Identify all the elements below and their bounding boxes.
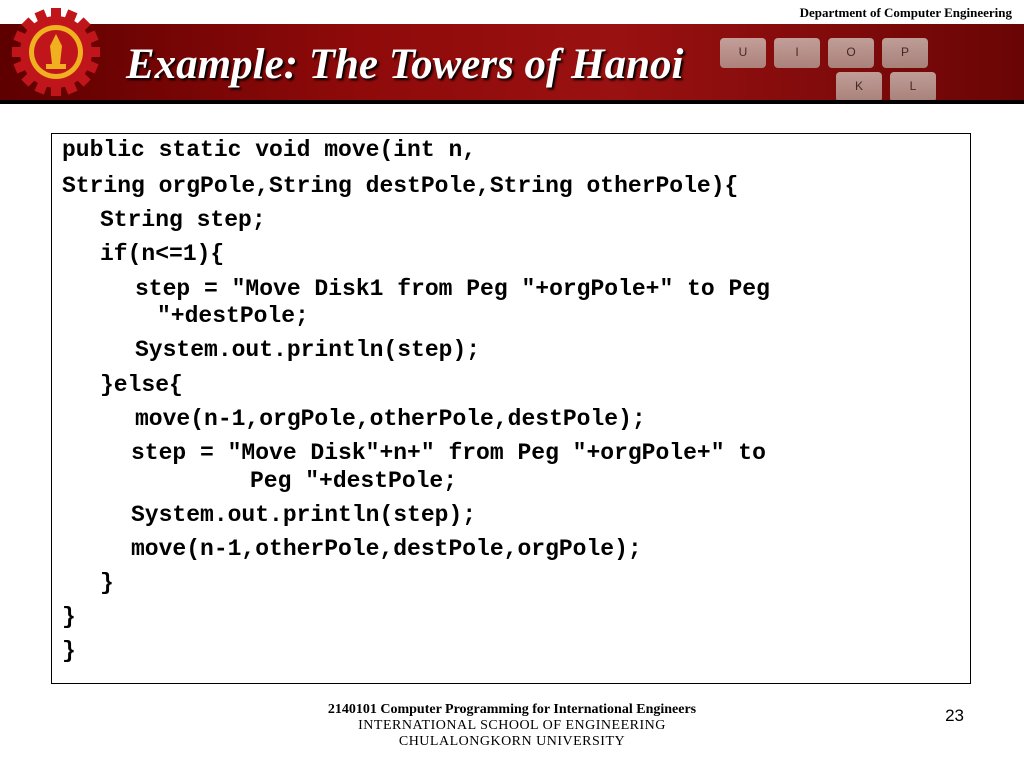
code-line: move(n-1,orgPole,otherPole,destPole); <box>135 406 646 432</box>
banner-divider <box>0 100 1024 104</box>
code-line: if(n<=1){ <box>100 241 225 267</box>
keyboard-key: P <box>882 38 928 68</box>
code-line: public static void move(int n, <box>62 137 477 163</box>
code-line: "+destPole; <box>157 303 309 329</box>
school-name: INTERNATIONAL SCHOOL OF ENGINEERING <box>358 718 666 733</box>
code-line: move(n-1,otherPole,destPole,orgPole); <box>131 536 642 562</box>
keyboard-key: O <box>828 38 874 68</box>
department-label: Department of Computer Engineering <box>799 5 1012 20</box>
code-line: step = "Move Disk"+n+" from Peg "+orgPole+" to <box>131 440 766 466</box>
keyboard-key: I <box>774 38 820 68</box>
keyboard-key: U <box>720 38 766 68</box>
code-line: } <box>62 638 76 664</box>
keyboard-key: K <box>836 72 882 100</box>
code-line: }else{ <box>100 372 183 398</box>
keyboard-decoration <box>650 24 1024 100</box>
code-line: System.out.println(step); <box>131 502 477 528</box>
university-gear-logo <box>10 6 102 98</box>
keyboard-key: L <box>890 72 936 100</box>
slide-title: Example: The Towers of Hanoi <box>126 41 684 88</box>
code-line: } <box>100 570 114 596</box>
code-line: String orgPole,String destPole,String otherPole){ <box>62 173 739 199</box>
code-line: step = "Move Disk1 from Peg "+orgPole+" to Peg <box>135 276 770 302</box>
code-line: System.out.println(step); <box>135 337 481 363</box>
code-line: } <box>62 604 76 630</box>
university-name: CHULALONGKORN UNIVERSITY <box>398 734 626 749</box>
page-number: 23 <box>945 706 964 725</box>
course-title: 2140101 Computer Programming for International Engineers <box>327 702 697 717</box>
code-line: Peg "+destPole; <box>250 468 458 494</box>
top-strip <box>0 0 1024 24</box>
code-block <box>51 133 971 684</box>
code-line: String step; <box>100 207 266 233</box>
